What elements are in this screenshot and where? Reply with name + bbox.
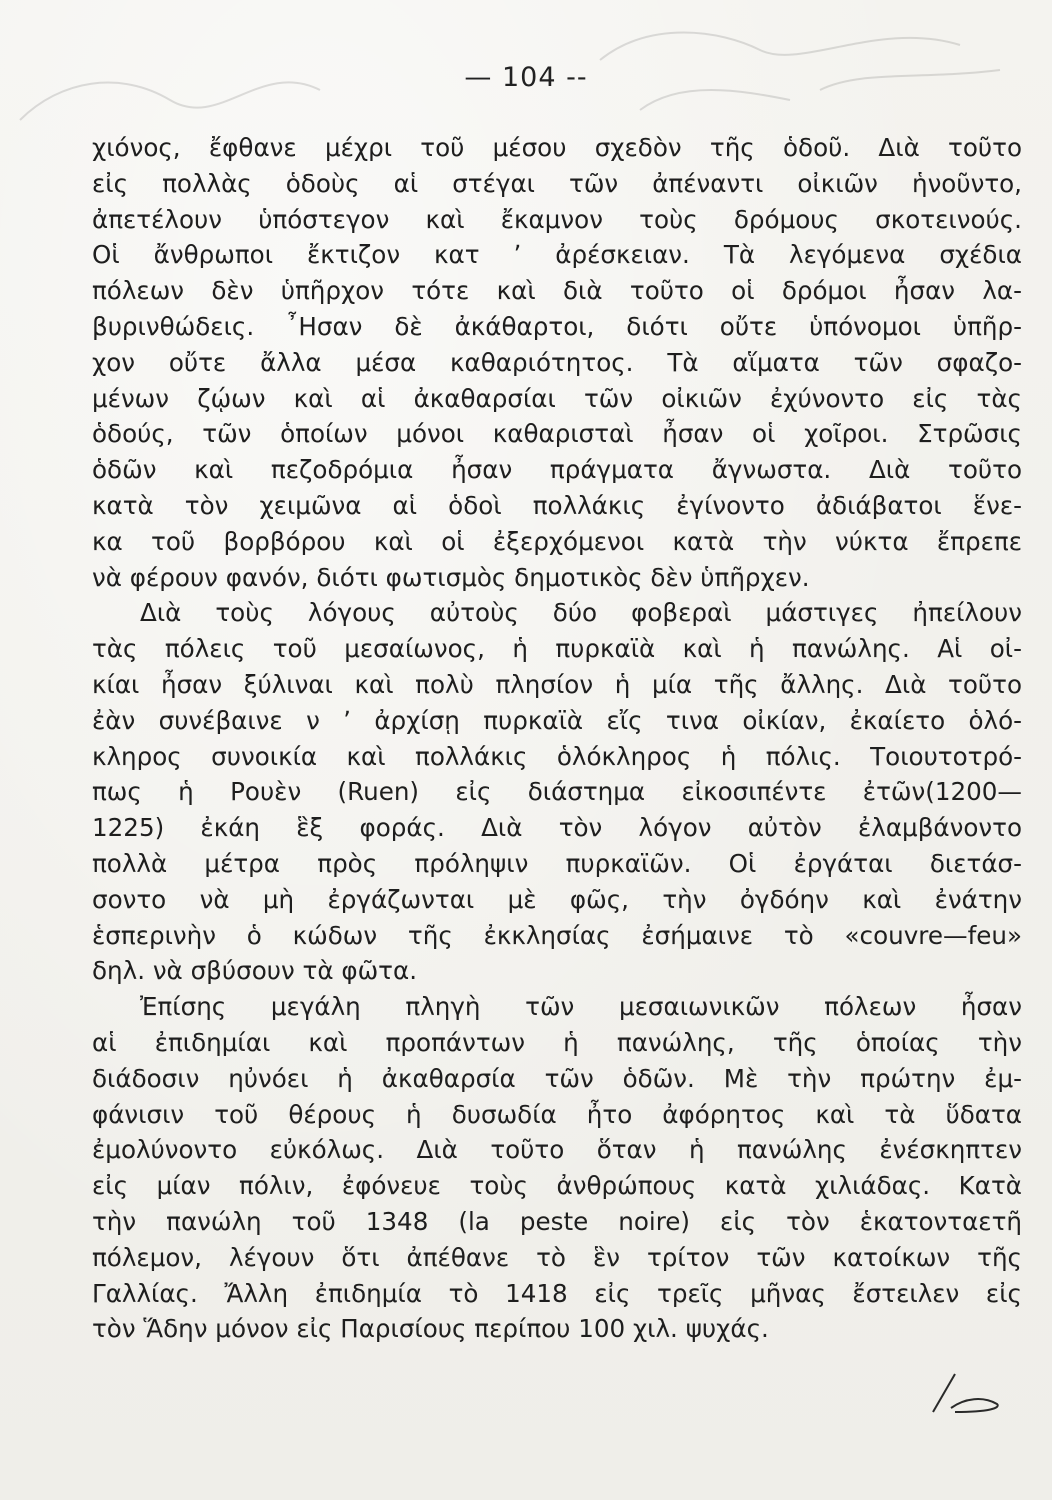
text-line: ὁδούς, τῶν ὁποίων μόνοι καθαρισταὶ ἦσαν οἱ χοῖροι. Στρῶσις [92,419,1022,449]
text-line: πως ἡ Ρουὲν (Ruen) εἰς διάστημα εἰκοσιπέντε ἐτῶν(1200— [92,777,1022,807]
handwritten-check-mark [925,1368,1015,1418]
text-line: Διὰ τοὺς λόγους αὐτοὺς δύο φοβεραὶ μάστιγες ἠπείλουν [140,598,1022,628]
text-line: ἀπετέλουν ὑπόστεγον καὶ ἔκαμνον τοὺς δρόμους σκοτεινούς. [92,204,1022,234]
text-line: Γαλλίας. Ἄλλη ἐπιδημία τὸ 1418 εἰς τρεῖς μῆνας ἔστειλεν εἰς [92,1278,1022,1308]
text-line: κατὰ τὸν χειμῶνα αἱ ὁδοὶ πολλάκις ἐγίνοντο ἀδιάβατοι ἕνε- [92,490,1022,520]
text-line: διάδοσιν ηὐνόει ἡ ἀκαθαρσία τῶν ὁδῶν. Μὲ τὴν πρώτην ἐμ- [92,1063,1022,1093]
text-line: κίαι ἦσαν ξύλιναι καὶ πολὺ πλησίον ἡ μία τῆς ἄλλης. Διὰ τοῦτο [92,669,1022,699]
text-line: ἐὰν συνέβαινε ν ʼ ἀρχίσῃ πυρκαϊὰ εἴς τινα οἰκίαν, ἐκαίετο ὁλό- [92,705,1022,735]
text-line: δηλ. νὰ σβύσουν τὰ φῶτα. [92,956,418,986]
text-line: σοντο νὰ μὴ ἐργάζωνται μὲ φῶς, τὴν ὀγδόην καὶ ἐνάτην [92,884,1022,914]
text-line: αἱ ἐπιδημίαι καὶ προπάντων ἡ πανώλης, τῆς ὁποίας τὴν [92,1027,1022,1057]
body-text [92,130,1022,1347]
text-line: μένων ζῴων καὶ αἱ ἀκαθαρσίαι τῶν οἰκιῶν ἐχύνοντο εἰς τὰς [92,383,1022,413]
text-line: πόλεων δὲν ὑπῆρχον τότε καὶ διὰ τοῦτο οἱ δρόμοι ἦσαν λα- [92,276,1022,306]
text-line: κα τοῦ βορβόρου καὶ οἱ ἐξερχόμενοι κατὰ τὴν νύκτα ἔπρεπε [92,526,1022,556]
text-line: χιόνος, ἔφθανε μέχρι τοῦ μέσου σχεδὸν τῆς ὁδοῦ. Διὰ τοῦτο [92,133,1022,162]
text-line: τὰς πόλεις τοῦ μεσαίωνος, ἡ πυρκαϊὰ καὶ ἡ πανώλης. Αἱ οἰ- [92,634,1022,664]
text-line: ὁδῶν καὶ πεζοδρόμια ἦσαν πράγματα ἄγνωστα. Διὰ τοῦτο [92,455,1022,485]
text-line: κληρος συνοικία καὶ πολλάκις ὁλόκληρος ἡ πόλις. Τοιουτοτρό- [92,741,1022,771]
text-line: εἰς μίαν πόλιν, ἐφόνευε τοὺς ἀνθρώπους κατὰ χιλιάδας. Κατὰ [92,1171,1022,1201]
text-line: τὴν πανώλη τοῦ 1348 (la peste noire) εἰς τὸν ἑκατονταετῆ [92,1206,1022,1236]
text-line: Οἱ ἄνθρωποι ἔκτιζον κατ ʼ ἀρέσκειαν. Τὰ λεγόμενα σχέδια [92,240,1022,270]
text-line: ἑσπερινὴν ὁ κώδων τῆς ἐκκλησίας ἐσήμαινε τὸ «couvre—feu» [92,920,1022,950]
text-line: τὸν Ἅδην μόνον εἰς Παρισίους περίπου 100 χιλ. ψυχάς. [92,1314,769,1344]
text-line: χον οὔτε ἄλλα μέσα καθαριότητος. Τὰ αἵματα τῶν σφαζο- [92,347,1022,377]
text-line: ἐμολύνοντο εὐκόλως. Διὰ τοῦτο ὅταν ἡ πανώλης ἐνέσκηπτεν [92,1135,1022,1165]
text-line: εἰς πολλὰς ὁδοὺς αἱ στέγαι τῶν ἀπέναντι οἰκιῶν ἡνοῦντο, [92,168,1022,198]
text-line: νὰ φέρουν φανόν, διότι φωτισμὸς δημοτικὸς δὲν ὑπῆρχεν. [92,562,810,592]
text-line: 1225) ἐκάη ἓξ φοράς. Διὰ τὸν λόγον αὐτὸν ἐλαμβάνοντο [92,813,1022,843]
text-line: φάνισιν τοῦ θέρους ἡ δυσωδία ἦτο ἀφόρητος καὶ τὰ ὕδατα [92,1099,1022,1129]
text-line: βυρινθώδεις. ῏Ησαν δὲ ἀκάθαρτοι, διότι οὔτε ὑπόνομοι ὑπῆρ- [92,311,1022,341]
text-line: πολλὰ μέτρα πρὸς πρόληψιν πυρκαϊῶν. Οἱ ἐργάται διετάσ- [92,848,1022,878]
page-number: — 104 -- [464,62,588,93]
text-line: πόλεμον, λέγουν ὅτι ἀπέθανε τὸ ἓν τρίτον τῶν κατοίκων τῆς [92,1242,1022,1272]
text-line: Ἐπίσης μεγάλη πληγὴ τῶν μεσαιωνικῶν πόλεων ἦσαν [140,992,1022,1022]
